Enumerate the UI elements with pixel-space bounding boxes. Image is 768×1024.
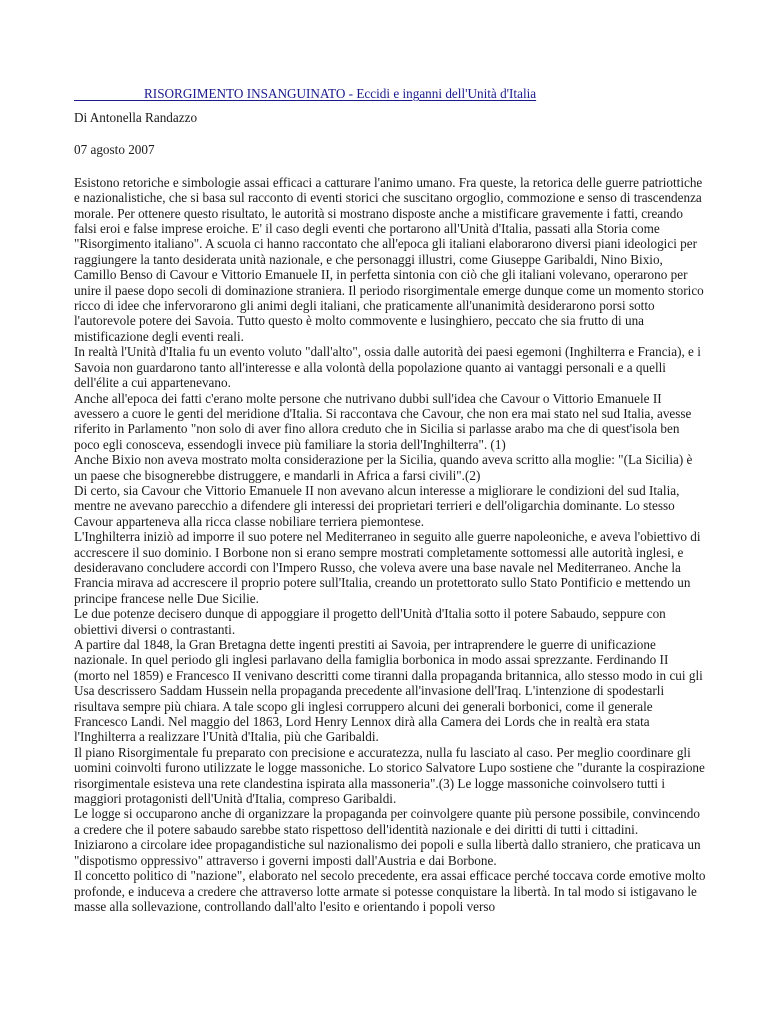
paragraph-5: Di certo, sia Cavour che Vittorio Emanuele II non avevano alcun interesse a migliorare le condizioni del sud Italia, mentre ne avevano parecchio a difendere gli interessi dei proprietari terrieri e dell'oligarchia dominante. Lo stesso Cavour apparteneva alla ricca classe nobiliare terriera piemontese. bbox=[74, 482, 680, 529]
paragraph-3: Anche all'epoca dei fatti c'erano molte persone che nutrivano dubbi sull'idea che Cavour o Vittorio Emanuele II avessero a cuore le genti del meridione d'Italia. Si raccontava che Cavour, che non era mai stato nel sud Italia, avesse riferito in Parlamento "non solo di aver fino allora creduto che in Sicilia si parlasse arabo ma che di quest'isola ben poco egli conosceva, essendogli invece più familiare la storia dell'Inghilterra". (1) bbox=[74, 390, 692, 452]
paragraph-11: Iniziarono a circolare idee propagandistiche sul nazionalismo dei popoli e sulla libertà dallo straniero, che praticava un "dispotismo oppressivo" attraverso i governi imposti dall'Austria e dai Borbone. bbox=[74, 837, 701, 868]
paragraph-2: In realtà l'Unità d'Italia fu un evento voluto "dall'alto", ossia dalle autorità dei paesi egemoni (Inghilterra e Francia), e i Savoia non guardarono tanto all'interesse e alla volontà della popolazione quanto ai vantaggi personali e a quelli dell'élite a cui appartenevano. bbox=[74, 344, 701, 391]
paragraph-6: L'Inghilterra iniziò ad imporre il suo potere nel Mediterraneo in seguito alle guerre napoleoniche, e aveva l'obiettivo di accrescere il suo dominio. I Borbone non si erano sempre mostrati completamente sottomessi alle autorità inglesi, e desideravano concludere accordi con l'Impero Russo, che voleva avere una base navale nel Mediterraneo. Anche la Francia mirava ad accrescere il proprio potere sull'Italia, creando un protettorato sullo Stato Pontificio e mettendo un principe francese nelle Due Sicilie. bbox=[74, 529, 701, 606]
paragraph-1: Esistono retoriche e simbologie assai efficaci a catturare l'animo umano. Fra queste, la retorica delle guerre patriottiche e nazionalistiche, che si basa sul racconto di eventi storici che suscitano orgoglio, commozione e senso di trascendenza morale. Per ottenere questo risultato, le autorità si mostrano disposte anche a mistificare gravemente i fatti, creando falsi eroi e false imprese eroiche. E' il caso degli eventi che portarono all'Unità d'Italia, passati alla Storia come "Risorgimento italiano". A scuola ci hanno raccontato che all'epoca gli italiani elaborarono diversi piani ideologici per raggiungere la tanto desiderata unità nazionale, e che personaggi illustri, come Giuseppe Garibaldi, Nino Bixio, Camillo Benso di Cavour e Vittorio Emanuele II, in perfetta sintonia con ciò che gli italiani volevano, operarono per unire il paese dopo secoli di dominazione straniera. Il periodo risorgimentale emerge dunque come un momento storico ricco di idee che infervorarono gli animi degli italiani, che praticamente all'unanimità desiderarono porsi sotto l'autorevole potere dei Savoia. Tutto questo è molto commovente e lusinghiero, peccato che sia frutto di una mistificazione degli eventi reali. bbox=[74, 174, 704, 344]
article-title-link[interactable]: RISORGIMENTO INSANGUINATO - Eccidi e inganni dell'Unità d'Italia bbox=[74, 86, 706, 102]
article-date: 07 agosto 2007 bbox=[74, 142, 155, 158]
paragraph-7: Le due potenze decisero dunque di appoggiare il progetto dell'Unità d'Italia sotto il potere Sabaudo, seppure con obiettivi diversi o contrastanti. bbox=[74, 606, 666, 637]
paragraph-10: Le logge si occuparono anche di organizzare la propaganda per coinvolgere quante più persone possibile, convincendo a credere che il potere sabaudo sarebbe stato rispettoso dell'identità nazionale e dei diritti di tutti i cittadini. bbox=[74, 806, 700, 837]
paragraph-8: A partire dal 1848, la Gran Bretagna dette ingenti prestiti ai Savoia, per intraprendere le guerre di unificazione nazionale. In quel periodo gli inglesi parlavano della famiglia borbonica in modo assai sprezzante. Ferdinando II (morto nel 1859) e Francesco II venivano descritti come tiranni dalla propaganda britannica, allo stesso modo in cui gli Usa descrissero Saddam Hussein nella propaganda precedente all'invasione dell'Iraq. L'intenzione di spodestarli risultava sempre più chiara. A tale scopo gli inglesi corruppero alcuni dei generali borbonici, come il generale Francesco Landi. Nel maggio del 1863, Lord Henry Lennox dirà alla Camera dei Lords che in realtà era stata l'Inghilterra a realizzare l'Unità d'Italia, più che Garibaldi. bbox=[74, 637, 703, 745]
paragraph-9: Il piano Risorgimentale fu preparato con precisione e accuratezza, nulla fu lasciato al caso. Per meglio coordinare gli uomini coinvolti furono utilizzate le logge massoniche. Lo storico Salvatore Lupo sostiene che "durante la cospirazione risorgimentale esisteva una rete clandestina ispirata alla massoneria".(3) Le logge massoniche coinvolsero tutti i maggiori protagonisti dell'Unità d'Italia, compreso Garibaldi. bbox=[74, 744, 705, 807]
paragraph-12: Il concetto politico di "nazione", elaborato nel secolo precedente, era assai efficace perché toccava corde emotive molto profonde, e induceva a credere che attraverso lotte armate si potesse conquistare la libertà. In tal modo si istigavano le masse alla sollevazione, controllando dall'alto l'esito e orientando i popoli verso bbox=[74, 868, 706, 914]
paragraph-4: Anche Bixio non aveva mostrato molta considerazione per la Sicilia, quando aveva scritto alla moglie: "(La Sicilia) è un paese che bisognerebbe distruggere, e mandarli in Africa a farsi civili".(2) bbox=[74, 452, 693, 483]
article-author: Di Antonella Randazzo bbox=[74, 110, 198, 125]
document-page bbox=[74, 86, 706, 914]
